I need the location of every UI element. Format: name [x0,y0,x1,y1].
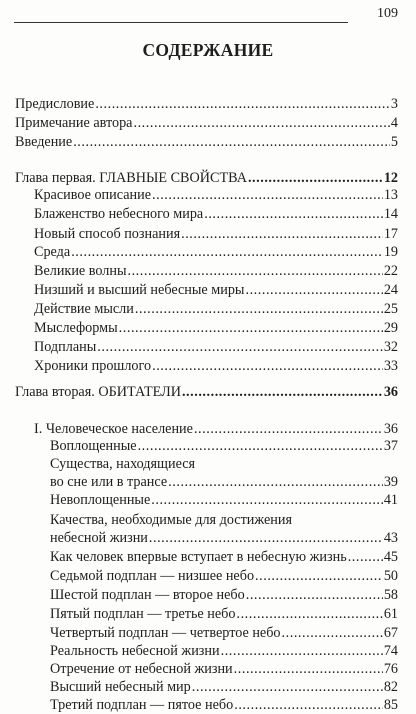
leader-dots [119,320,383,337]
entry-page: 50 [383,568,398,584]
entry-title: Высший небесный мир [50,679,191,695]
entry-title: Подпланы [34,339,97,355]
leader-dots [133,115,389,132]
leader-dots [135,301,383,318]
entry-title: Седьмой подплан — низшее небо [50,568,255,584]
leader-dots [168,474,383,491]
entry-page: 58 [383,587,398,603]
entry-title: Воплощенные [50,438,137,454]
toc-entry[interactable] [0,661,416,678]
entry-title: Красивое описание [34,187,151,203]
leader-dots [152,187,383,204]
toc-entry[interactable] [0,226,416,243]
leader-dots [192,679,383,696]
leader-dots [127,263,382,280]
entry-page: 67 [383,625,398,641]
toc-entry[interactable] [0,320,416,337]
chapter-lead: Глава вторая. [15,384,99,400]
entry-title: Предисловие [15,96,95,112]
toc-entry[interactable] [0,549,416,566]
toc-entry[interactable] [0,96,416,113]
entry-page: 74 [383,643,398,659]
entry-title: Мыслеформы [34,320,118,336]
toc-entry[interactable] [0,530,416,547]
entry-page: 14 [383,206,398,222]
leader-dots [245,282,382,299]
entry-page: 45 [383,549,398,565]
leader-dots [152,358,383,375]
entry-page: 19 [383,244,398,260]
page-title: СОДЕРЖАНИЕ [142,40,274,60]
entry-title: Хроники прошлого [34,358,152,374]
leader-dots [97,339,383,356]
leader-dots [151,492,383,509]
leader-dots [204,206,383,223]
entry-page: 76 [383,661,398,677]
entry-page: 24 [383,282,398,298]
leader-dots [234,697,383,714]
entry-page: 82 [383,679,398,695]
entry-page: 61 [383,606,398,622]
section-title: I. Человеческое население [34,421,193,437]
entry-page: 17 [383,226,398,242]
toc-entry[interactable] [0,206,416,223]
toc-entry[interactable] [0,358,416,375]
chapter-entry[interactable] [0,384,416,401]
entry-title: небесной жизни [50,530,148,546]
chapter-title [15,384,181,401]
chapter-page: 36 [383,384,398,400]
chapter-lead: Глава первая. [15,170,100,186]
leader-dots [138,438,383,455]
toc-entry[interactable] [0,282,416,299]
entry-page: 13 [383,187,398,203]
toc-entry[interactable] [0,643,416,660]
chapter-name: ОБИТАТЕЛИ [98,384,181,400]
entry-title: Низший и высший небесные миры [34,282,245,298]
entry-title: Как человек впервые вступает в небесную жизнь [50,549,347,565]
leader-dots [71,244,383,261]
entry-title: Отречение от небесной жизни [50,661,233,677]
entry-title: Среда [34,244,71,260]
entry-title: Примечание автора [15,115,133,131]
entry-page: 43 [383,530,398,546]
leader-dots [348,549,383,566]
entry-page: 22 [383,263,398,279]
entry-page: 4 [390,115,398,131]
page-number: 109 [377,6,398,21]
toc-entry[interactable] [0,339,416,356]
leader-dots [149,530,383,547]
entry-title: Четвертый подплан — четвертое небо [50,625,281,641]
leader-dots [236,606,382,623]
chapter-entry[interactable] [0,170,416,187]
entry-page: 25 [383,301,398,317]
toc-entry[interactable] [0,679,416,696]
toc-entry[interactable] [0,625,416,642]
leader-dots [246,587,383,604]
entry-page: 29 [383,320,398,336]
leader-dots [95,96,390,113]
entry-title: во сне или в трансе [50,474,168,490]
entry-page: 5 [390,134,398,150]
leader-dots [234,661,383,678]
toc-entry[interactable] [0,115,416,132]
entry-title: Третий подплан — пятое небо [50,697,234,713]
toc-entry[interactable] [0,263,416,280]
entry-page: 32 [383,339,398,355]
entry-page: 39 [383,474,398,490]
entry-title: Действие мысли [34,301,134,317]
toc-entry[interactable] [0,134,416,151]
toc-entry[interactable] [0,301,416,318]
entry-title-line: Существа, находящиеся [50,456,196,472]
leader-dots [182,384,383,401]
entry-page: 33 [383,358,398,374]
toc-entry[interactable] [0,697,416,714]
leader-dots [282,625,383,642]
toc-entry[interactable] [0,187,416,204]
section-entry[interactable] [0,421,416,438]
entry-title: Пятый подплан — третье небо [50,606,236,622]
section-page: 36 [383,421,398,437]
entry-page: 3 [390,96,398,112]
leader-dots [73,134,390,151]
toc-entry[interactable] [0,568,416,585]
chapter-page: 12 [383,170,398,186]
entry-title: Шестой подплан — второе небо [50,587,245,603]
header-rule [14,22,348,23]
entry-title: Невоплощенные [50,492,151,508]
entry-title: Введение [15,134,73,150]
entry-page: 37 [383,438,398,454]
entry-title-line: Качества, необходимые для достижения [50,512,293,528]
toc-entry[interactable] [0,438,416,455]
leader-dots [248,170,383,187]
entry-title: Новый способ познания [34,226,181,242]
leader-dots [221,643,383,660]
chapter-name: ГЛАВНЫЕ СВОЙСТВА [99,170,247,186]
chapter-title [15,170,247,187]
toc-entry[interactable] [0,244,416,261]
entry-title: Блаженство небесного мира [34,206,204,222]
toc-entry[interactable] [0,606,416,623]
leader-dots [181,226,383,243]
toc-entry[interactable] [0,587,416,604]
entry-page: 85 [383,697,398,713]
entry-title: Великие волны [34,263,127,279]
toc-entry[interactable] [0,474,416,491]
entry-page: 41 [383,492,398,508]
leader-dots [194,421,383,438]
entry-title: Реальность небесной жизни [50,643,220,659]
toc-entry[interactable] [0,492,416,509]
leader-dots [255,568,383,585]
